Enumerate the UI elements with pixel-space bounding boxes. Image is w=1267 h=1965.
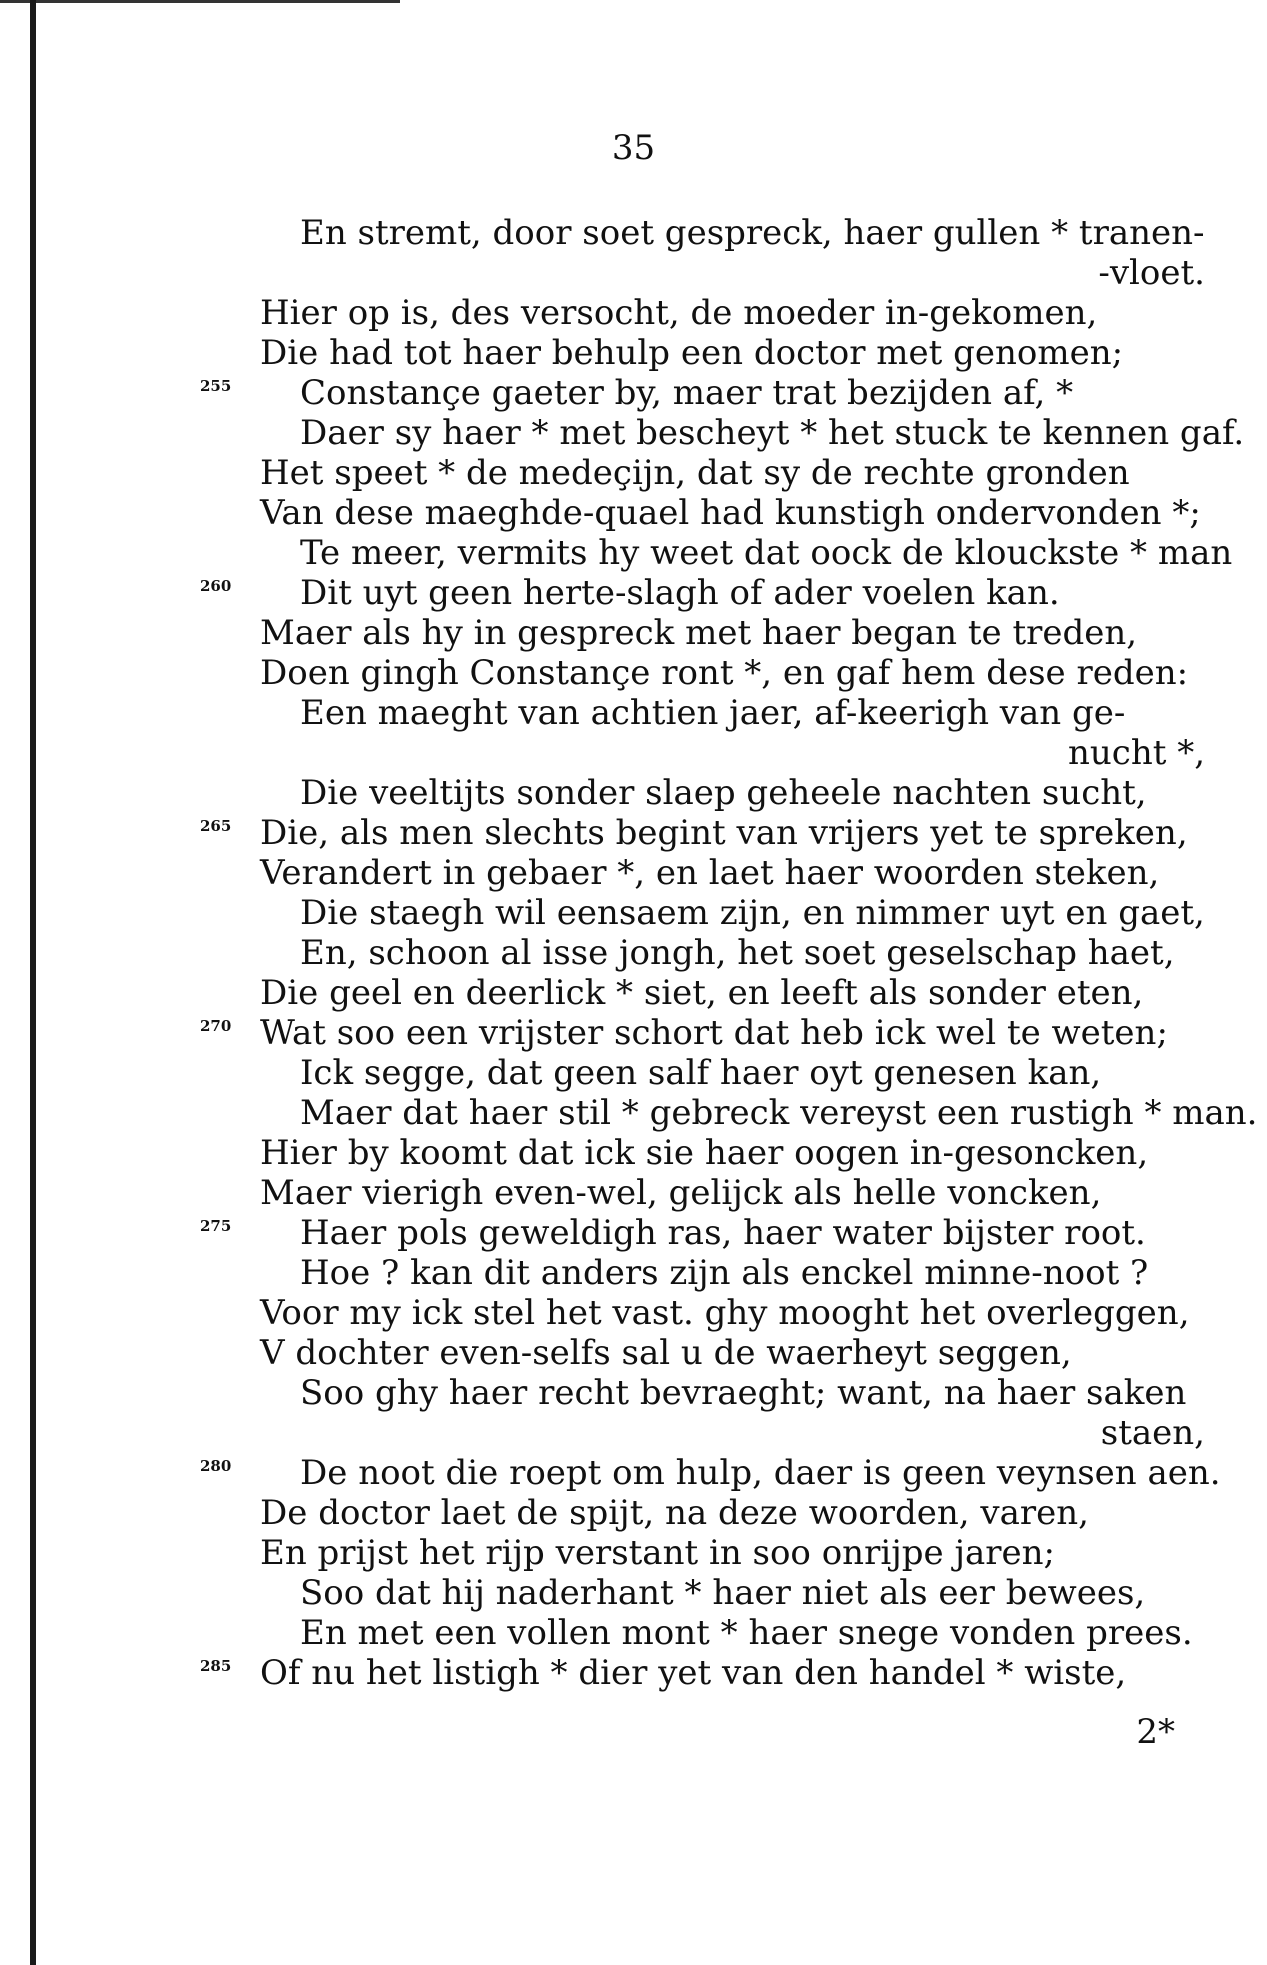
line-number: 285 — [200, 1657, 232, 1675]
verse-text: V dochter even-selfs sal u de waerheyt seggen, — [260, 1333, 1072, 1373]
verse-line — [0, 973, 1267, 1013]
verse-line — [0, 893, 1267, 933]
verse-line — [0, 1573, 1267, 1613]
verse-line — [0, 1053, 1267, 1093]
verse-text: Wat soo een vrijster schort dat heb ick wel te weten; — [260, 1013, 1168, 1053]
verse-text: Voor my ick stel het vast. ghy mooght het overleggen, — [260, 1293, 1190, 1333]
line-number: 260 — [200, 577, 232, 595]
verse-text: Soo dat hij naderhant * haer niet als eer bewees, — [300, 1573, 1146, 1613]
verse-line — [0, 613, 1267, 653]
verse-line — [0, 1013, 1267, 1053]
verse-line — [0, 573, 1267, 613]
verse-text: Die staegh wil eensaem zijn, en nimmer uyt en gaet, — [300, 893, 1205, 933]
verse-text: De noot die roept om hulp, daer is geen veynsen aen. — [300, 1453, 1221, 1493]
verse-line — [0, 693, 1267, 733]
verse-line — [0, 1653, 1267, 1693]
line-number: 275 — [200, 1217, 232, 1235]
verse-line — [0, 453, 1267, 493]
verse-text: Daer sy haer * met bescheyt * het stuck te kennen gaf. — [300, 413, 1245, 453]
verse-line — [0, 533, 1267, 573]
verse-line — [0, 1413, 1267, 1453]
verse-line — [0, 1133, 1267, 1173]
verse-line — [0, 253, 1267, 293]
verse-text: Doen gingh Constançe ront *, en gaf hem dese reden: — [260, 653, 1189, 693]
verse-text: Verandert in gebaer *, en laet haer woorden steken, — [260, 853, 1160, 893]
verse-line — [0, 1373, 1267, 1413]
verse-line — [0, 373, 1267, 413]
verse-text: Of nu het listigh * dier yet van den handel * wiste, — [260, 1653, 1127, 1693]
verse-line — [0, 333, 1267, 373]
verse-line — [0, 1093, 1267, 1133]
verse-line — [0, 1453, 1267, 1493]
verse-line — [0, 1613, 1267, 1653]
verse-line — [0, 1293, 1267, 1333]
line-number: 265 — [200, 817, 232, 835]
verse-line — [0, 733, 1267, 773]
line-number: 280 — [200, 1457, 232, 1475]
verse-text: Van dese maeghde-quael had kunstigh ondervonden *; — [260, 493, 1201, 533]
verse-text: Die veeltijts sonder slaep geheele nachten sucht, — [300, 773, 1147, 813]
verse-text: Die geel en deerlick * siet, en leeft als sonder eten, — [260, 973, 1144, 1013]
verse-line — [0, 1533, 1267, 1573]
catchword: 2* — [1136, 1712, 1175, 1752]
verse-line — [0, 1333, 1267, 1373]
verse-line — [0, 933, 1267, 973]
verse-text: Hoe ? kan dit anders zijn als enckel minne-noot ? — [300, 1253, 1149, 1293]
verse-text: Te meer, vermits hy weet dat oock de klouckste * man — [300, 533, 1233, 573]
verse-line — [0, 653, 1267, 693]
verse-text: Die had tot haer behulp een doctor met genomen; — [260, 333, 1124, 373]
poem-text — [0, 213, 1267, 1693]
verse-text: Hier by koomt dat ick sie haer oogen in-gesoncken, — [260, 1133, 1149, 1173]
verse-line — [0, 413, 1267, 453]
verse-line — [0, 213, 1267, 253]
verse-text: Hier op is, des versocht, de moeder in-gekomen, — [260, 293, 1098, 333]
verse-text: En met een vollen mont * haer snege vonden prees. — [300, 1613, 1193, 1653]
verse-line — [0, 1213, 1267, 1253]
verse-text: Maer vierigh even-wel, gelijck als helle voncken, — [260, 1173, 1102, 1213]
page-edge-top — [0, 0, 400, 3]
verse-text: Het speet * de medeçijn, dat sy de rechte gronden — [260, 453, 1130, 493]
verse-text: nucht *, — [1067, 733, 1205, 773]
verse-text: En stremt, door soet gespreck, haer gullen * tranen- — [300, 213, 1205, 253]
verse-line — [0, 493, 1267, 533]
verse-line — [0, 1253, 1267, 1293]
verse-text: Een maeght van achtien jaer, af-keerigh van ge- — [300, 693, 1126, 733]
verse-text: Constançe gaeter by, maer trat bezijden af, * — [300, 373, 1074, 413]
verse-text: Soo ghy haer recht bevraeght; want, na haer saken — [300, 1373, 1187, 1413]
line-number: 255 — [200, 377, 232, 395]
verse-text: En prijst het rijp verstant in soo onrijpe jaren; — [260, 1533, 1055, 1573]
verse-text: Dit uyt geen herte-slagh of ader voelen kan. — [300, 573, 1060, 613]
verse-line — [0, 853, 1267, 893]
verse-text: -vloet. — [1098, 253, 1205, 293]
verse-line — [0, 773, 1267, 813]
verse-text: Maer als hy in gespreck met haer began te treden, — [260, 613, 1138, 653]
verse-text: Maer dat haer stil * gebreck vereyst een rustigh * man. — [300, 1093, 1258, 1133]
verse-text: Die, als men slechts begint van vrijers yet te spreken, — [260, 813, 1188, 853]
verse-text: Haer pols geweldigh ras, haer water bijster root. — [300, 1213, 1146, 1253]
line-number: 270 — [200, 1017, 232, 1035]
page-number: 35 — [611, 128, 656, 168]
verse-line — [0, 1173, 1267, 1213]
verse-line — [0, 1493, 1267, 1533]
verse-text: En, schoon al isse jongh, het soet geselschap haet, — [300, 933, 1175, 973]
verse-text: De doctor laet de spijt, na deze woorden, varen, — [260, 1493, 1089, 1533]
verse-line — [0, 293, 1267, 333]
verse-line — [0, 813, 1267, 853]
verse-text: staen, — [1100, 1413, 1205, 1453]
verse-text: Ick segge, dat geen salf haer oyt genesen kan, — [300, 1053, 1102, 1093]
